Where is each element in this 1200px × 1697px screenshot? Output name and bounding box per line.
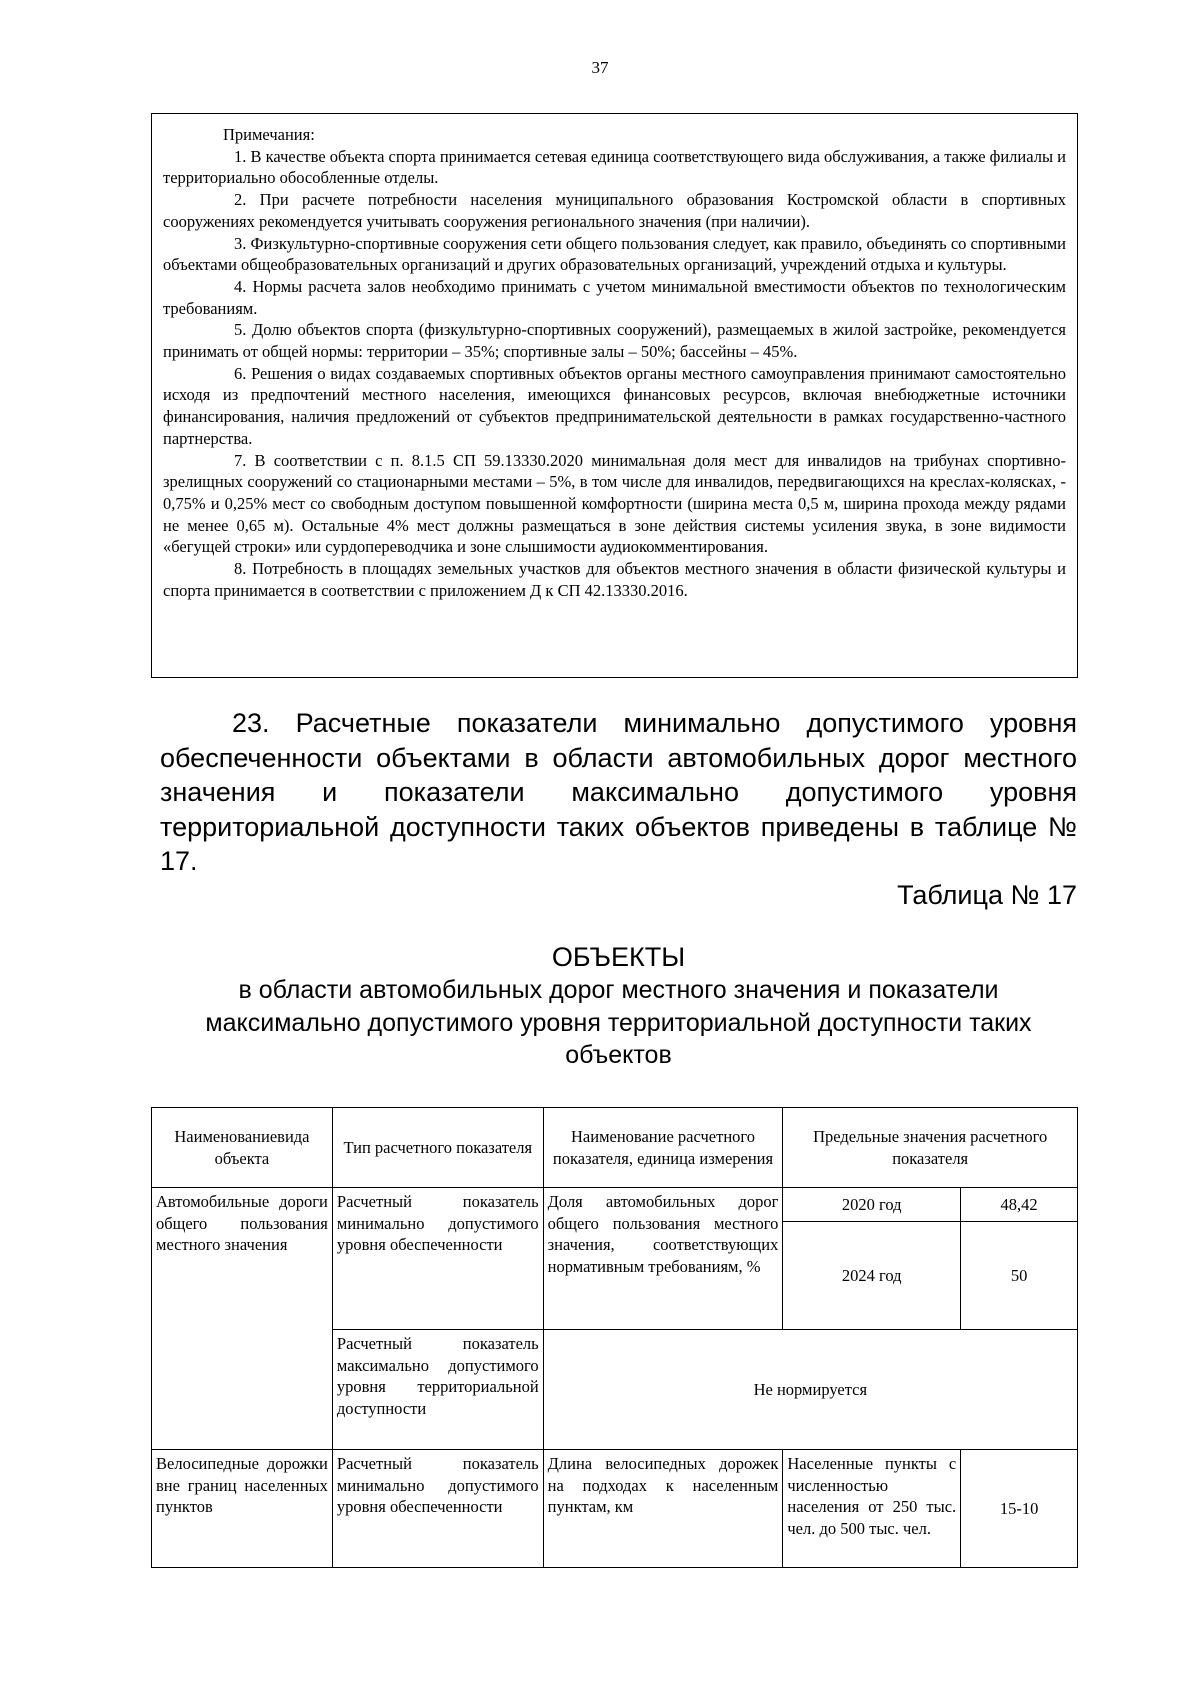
notes-title: Примечания: <box>223 125 315 144</box>
section-text: 23. Расчетные показатели минимально допустимого уровня обеспеченности объектами в области автомобильных дорог местного значения и показатели максимально допустимого уровня территориальной доступности таких объектов приведены в таблице № 17. <box>160 708 1077 876</box>
indicator-type-cell: Расчетный показатель минимально допустимого уровня обеспеченности <box>332 1450 543 1568</box>
indicator-name-cell: Длина велосипедных дорожек на подходах к населенным пунктам, км <box>543 1450 783 1568</box>
header-cell: Тип расчетного показателя <box>332 1108 543 1188</box>
note-item: 3. Физкультурно-спортивные сооружения сети общего пользования следует, как правило, объединять со спортивными объектами общеобразовательных организаций и других образовательных организаций, учреждений отдыха и культуры. <box>163 233 1066 275</box>
page-number: 37 <box>591 58 609 77</box>
object-name-cell: Велосипедные дорожки вне границ населенных пунктов <box>152 1450 333 1568</box>
value-cell: 15-10 <box>961 1450 1078 1568</box>
header-cell: Наименование расчетного показателя, единица измерения <box>543 1108 783 1188</box>
value-cell: 50 <box>961 1222 1078 1330</box>
year-cell: 2020 год <box>783 1188 961 1222</box>
table-row <box>152 1188 1078 1222</box>
object-name-cell: Автомобильные дороги общего пользования местного значения <box>152 1188 333 1450</box>
not-normed-cell: Не нормируется <box>543 1330 1077 1450</box>
note-item: 1. В качестве объекта спорта принимается сетевая единица соответствующего вида обслуживания, а также филиалы и территориально обособленные отделы. <box>163 146 1066 188</box>
note-item: 2. При расчете потребности населения муниципального образования Костромской области в спортивных сооружениях рекомендуется учитывать сооружения регионального значения (при наличии). <box>163 190 1066 231</box>
header-cell: Предельные значения расчетного показателя <box>783 1108 1078 1188</box>
note-item: 5. Долю объектов спорта (физкультурно-спортивных сооружений), размещаемых в жилой застройке, рекомендуется принимать от общей нормы: территории – 35%; спортивные залы – 50%; бассейны – 45%. <box>163 320 1066 362</box>
condition-cell: Населенные пункты с численностью населения от 250 тыс. чел. до 500 тыс. чел. <box>783 1450 961 1568</box>
table-label: Таблица № 17 <box>897 880 1077 910</box>
table-heading <box>160 940 1077 1072</box>
value-cell: 48,42 <box>961 1188 1078 1222</box>
note-item: 4. Нормы расчета залов необходимо принимать с учетом минимальной вместимости объектов по технологическим требованиям. <box>163 276 1066 318</box>
note-item: 7. В соответствии с п. 8.1.5 СП 59.13330.2020 минимальная доля мест для инвалидов на трибунах спортивно-зрелищных сооружений со стационарными местами – 5%, в том числе для инвалидов, передвигающихся на креслах-колясках, - 0,75% и 0,25% мест со свободным доступом повышенной комфортности (ширина места 0,5 м, ширина прохода между рядами не менее 0,65 м). Остальные 4% мест должны размещаться в зоне действия системы усиления звука, в зоне видимости «бегущей строки» или сурдопереводчика и зоне слышимости аудиокомментирования. <box>163 450 1066 557</box>
notes-box <box>151 113 1078 678</box>
year-cell: 2024 год <box>783 1222 961 1330</box>
indicator-name-cell: Доля автомобильных дорог общего пользования местного значения, соответствующих нормативным требованиям, % <box>543 1188 783 1330</box>
note-item: 6. Решения о видах создаваемых спортивных объектов органы местного самоуправления принимают самостоятельно исходя из предпочтений местного населения, имеющихся финансовых ресурсов, включая внебюджетные источники финансирования, наличия предложений от субъектов предпринимательской деятельности в рамках государственно-частного партнерства. <box>163 363 1066 448</box>
heading-title: ОБЪЕКТЫ <box>551 942 686 972</box>
header-cell: Наименованиевида объекта <box>152 1108 333 1188</box>
indicator-type-cell: Расчетный показатель минимально допустимого уровня обеспеченности <box>332 1188 543 1330</box>
table-header-row <box>152 1108 1078 1188</box>
objects-table <box>151 1107 1078 1568</box>
indicator-type-cell: Расчетный показатель максимально допустимого уровня территориальной доступности <box>332 1330 543 1450</box>
note-item: 8. Потребность в площадях земельных участков для объектов местного значения в области физической культуры и спорта принимается в соответствии с приложением Д к СП 42.13330.2016. <box>163 559 1066 600</box>
heading-subtitle: в области автомобильных дорог местного значения и показатели максимально допустимого уровня территориальной доступности таких объектов <box>205 976 1032 1069</box>
table-row <box>152 1450 1078 1568</box>
section-paragraph <box>160 706 1077 879</box>
